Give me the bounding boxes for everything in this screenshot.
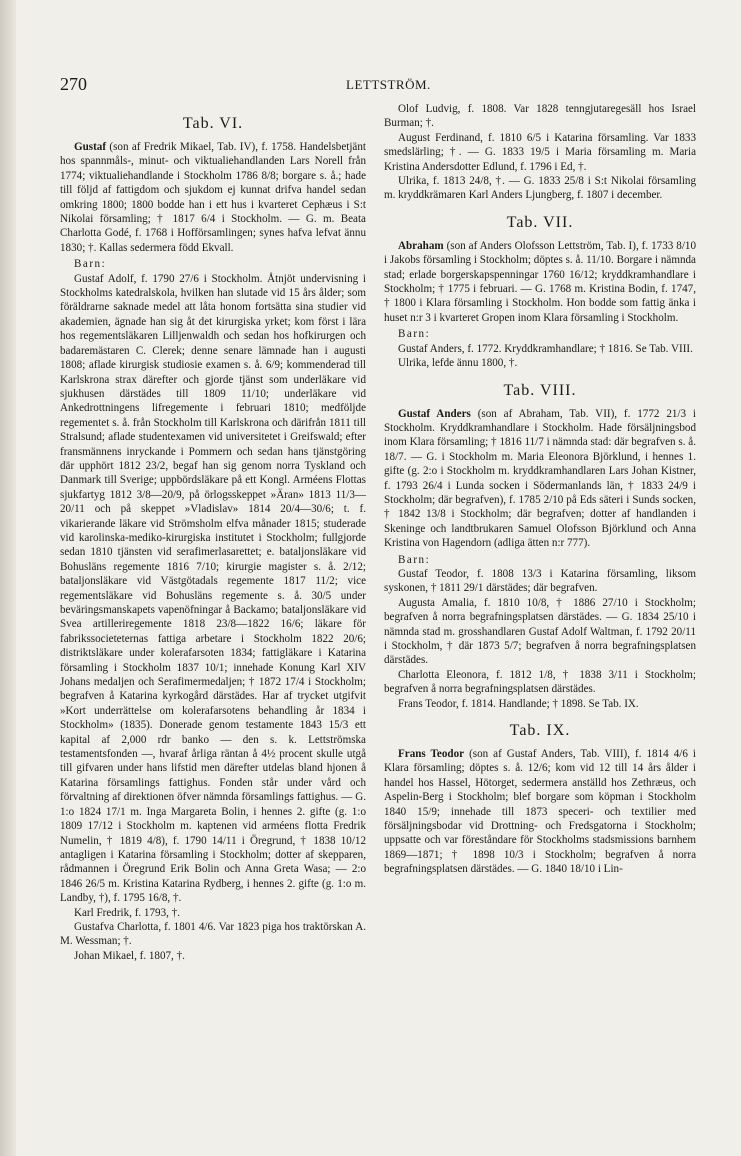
entry-ulrika: Ulrika, f. 1813 24/8, †. — G. 1833 25/8 i S:t Nikolai församling m. kryddkrämaren Karl Anders Ljungberg, f. 1807 i december.	[384, 175, 696, 202]
tab8-intro	[384, 407, 696, 551]
tab6-intro-name: Gustaf	[74, 141, 107, 153]
tab7-intro	[384, 239, 696, 325]
tab9-intro-text: (son af Gustaf Anders, Tab. VIII), f. 1814 4/6 i Klara församling; döptes s. å. 12/6; kom vid 12 till 14 års ålder i handel hos Hassel, Hötorget, sedermera anställd hos Zethræus, och Aspelin-Berg i Stockholm; blef borgare som köpman i Stockholm 1840 15/9; innehade till 1873 speceri- och textilier med försäljningsbodar vid Drottning- och Fredsgatorna i Stockholm; uppsatte och var föreståndare för Stockholms stadsmissions barnhem 1869—1871; † 1898 10/3 i Stockholm; begrafven å norra begrafningsplatsen därstädes. — G. 1840 18/10 i Lin-	[384, 748, 696, 876]
barn-label: Barn:	[74, 258, 107, 271]
entry-karl-fredrik: Karl Fredrik, f. 1793, †.	[74, 906, 180, 919]
binding-gutter	[0, 0, 16, 1156]
entry-charlotta: Charlotta Eleonora, f. 1812 1/8, † 1838 3/11 i Stockholm; begrafven å norra begrafningsplatsen därstädes.	[384, 668, 696, 696]
barn-label: Barn:	[398, 328, 431, 341]
entry-gustaf-adolf: Gustaf Adolf, f. 1790 27/6 i Stockholm. Åtnjöt undervisning i Stockholms katedralskola, hvilken han slutade vid 15 års ålder; som föräldrarne saknade medel att låta honom fortsätta sina studier vid akademien, ägnade han sig åt det kirurgiska yrket; kom först i lära hos regementsläkaren Lilljenwaldh och sedan hos hofkirurgen och badaremästaren C. Clerek; denne senare lämnade han i augusti 1808; aflade kirurgisk studiosie examen s. å. 6/9; kommenderad till Karlskrona strax därefter och gjorde tjänst som underläkare vid sjukhusen därstädes till 1809 11/10; underläkare vid Ankedrottningens lifregemente i februari 1810; medföljde regementet s. å. från Stockholm till Karlskrona och därifrån 1811 till Stralsund; aflade studentexamen vid universitetet i Greifswald; efter fransmännens inryckande i Pommern och sedan hans tjänstgöring där upphört 1812 23/2, begaf han sig genom norra Tyskland och Danmark till Sverige; uppbördsläkare på ett Kongl. Arméens Flottas sjukfartyg 1812 3/8—20/9, på örlogsskeppet »Äran» 1813 11/3—20/11 och på skeppet »Vladislav» 1814 20/4—30/6; t. f. vikarierande läkare vid Strömsholm elfva månader 1815; studerade vid karolinska-mediko-kirurgiska institutet i Stockholm; fullgjorde sedan 1810 tjänsten vid serafimerlasarettet; e. bataljonsläkare vid Bohusläns regemente 1816 7/10; kirurgie magister s. å. 2/12; bataljonsläkare vid Västgötadals regemente 1817 11/2; vice regementsläkare vid Bohusläns regemente s. å. 30/5 under beväringsmanskapets vapenöfningar å Backamo; bataljonsläkare vid Svea artilleriregemente 1818 23/8—1822 16/6; läkare för fabrikssocieteternas fattiga arbetare i Stockholm 1822 20/6; distriktsläkare under kolerafarsoten 1834; fattigläkare i Katarina församling i Stockholm 1837 10/1; innehade Konung Karl XIV Johans medaljen och Serafimermedaljen; † 1872 17/4 i Stockholm; begrafven å Katarina kyrkogård därstädes. Har af trycket utgifvit »Kort underrättelse om kolerafarsotens behandling år 1834 i Stockholm» (1835). Donerade genom testamente 1843 15/3 ett kapital af 2,000 rdr banko — den s. k. Lettströmska testamentsfonden —, hvaraf årliga räntan å 4½ procent skulle utgå till gifvaren under hans lifstid men därefter utdelas bland hjonen å Katarina församlings fattighus. Fonden står under vård och förvaltning af direktionen öfver nämnda församlings fattighus. — G. 1:o 1824 17/1 m. Inga Margareta Bolin, i hennes 2. gifte (g. 1:o 1809 17/12 i Stockholm m. kaptenen vid arméens flotta Fredrik Numelin, † 1819 4/8), f. 1790 14/11 i Öregrund, † 1838 10/12 antagligen i Katarina församling i Stockholm; dotter af skepparen, rådmannen i Öregrund Erik Bolin och Anna Greta Wasa; — 2:o 1846 26/5 m. Kristina Katarina Rydberg, i hennes 2. gifte (g. 1:o m. Landby, †), f. 1795 16/8, †.	[60, 272, 366, 905]
section-heading-tab6: Tab. VI.	[182, 115, 244, 132]
entry-gustaf-teodor: Gustaf Teodor, f. 1808 13/3 i Katarina församling, liksom syskonen, † 1811 29/1 därstädes; där begrafven.	[384, 567, 696, 595]
section-heading-tab9: Tab. IX.	[509, 722, 571, 740]
barn-label: Barn:	[398, 553, 431, 566]
tab6-intro-text: (son af Fredrik Mikael, Tab. IV), f. 1758. Handelsbetjänt hos spannmåls-, minut- och viktualiehandlanden Lars Norell från 1774; viktualiehandlande i Stockholm 1786 8/8; borgare s. å.; hade till följd af fattigdom och sjukdom ej kunnat drifva handel sedan omkring 1800; 1800 bodde han i ett hus i kvarteret Cephæus i S:t Nikolai församling; † 1817 6/4 i Stockholm. — G. m. Beata Charlotta Godé, f. 1768 i Hofförsamlingen; synes hafva lefvat ännu 1830; †. Kallas sedermera född Ekvall.	[60, 141, 366, 254]
entry-augusta: Augusta Amalia, f. 1810 10/8, † 1886 27/10 i Stockholm; begrafven å norra begrafningsplatsen därstädes. — G. 1834 25/10 i nämnda stad m. grosshandlaren Gustaf Adolf Waltman, f. 1792 20/11 i Stockholm, † där 1873 5/7; begrafven å norra begrafningsplatsen därstädes.	[384, 596, 696, 667]
tab7-intro-text: (son af Anders Olofsson Lettström, Tab. I), f. 1733 8/10 i Jakobs församling i Stockholm; döptes s. å. 11/10. Borgare i nämnda stad; erlade borgerskapspenningar 1760 16/12; kryddkramhandlare i Stockholm; † 1775 i februari. — G. 1768 m. Kristina Bodin, f. 1747, † 1800 i Klara församling i Stockholm. Hon bodde som fattig änka i huset n:r 3 i kvarteret Gropen inom Klara församling i Stockholm.	[384, 239, 696, 324]
section-heading-tab7: Tab. VII.	[506, 213, 574, 231]
section-heading-tab8: Tab. VIII.	[503, 381, 577, 399]
running-title: LETTSTRÖM.	[346, 77, 431, 92]
running-header	[60, 74, 701, 96]
tab8-intro-name: Gustaf Anders	[398, 407, 471, 420]
tab7-intro-name: Abraham	[398, 239, 444, 252]
tab9-intro	[384, 747, 696, 877]
entry-gustaf-anders: Gustaf Anders, f. 1772. Kryddkramhandlare; † 1816. Se Tab. VIII.	[398, 342, 693, 355]
entry-gustafva: Gustafva Charlotta, f. 1801 4/6. Var 1823 piga hos traktörskan A. M. Wessman; †.	[60, 920, 366, 948]
right-column	[384, 102, 696, 877]
entry-johan: Johan Mikael, f. 1807, †.	[74, 949, 185, 962]
entry-august: August Ferdinand, f. 1810 6/5 i Katarina församling. Var 1833 smedslärling; †. — G. 1833 19/5 i Maria församling m. Maria Kristina Andersdotter Edlund, f. 1796 i Ed, †.	[384, 131, 696, 173]
entry-olof: Olof Ludvig, f. 1808. Var 1828 tenngjutaregesäll hos Israel Burman; †.	[384, 103, 696, 130]
left-column	[60, 110, 366, 963]
page-number: 270	[60, 74, 87, 94]
tab8-intro-text: (son af Abraham, Tab. VII), f. 1772 21/3 i Stockholm. Kryddkramhandlare i Stockholm. Hade försäljningsbod inom Klara församling; † 1816 11/7 i nämnda stad: där begrafven s. å. 18/7. — G. i Stockholm m. Maria Eleonora Björklund, i hennes 1. gifte (g. 2:o i Stockholm m. kryddkramhandlaren Lars Johan Kistner, f. 1793 26/4 i Lunda socken i Södermanlands län, † 1833 24/9 i Stockholm; där begrafven), f. 1785 2/10 på Eds säteri i Sunds socken, † 1842 13/8 i Stockholm; där begrafven; dotter af handlanden i Skeninge och landtbrukaren Samuel Olofsson Björklund och Anna Kristina von Hagendorn (adliga ätten n:r 777).	[384, 407, 696, 550]
tab6-intro	[60, 140, 366, 255]
entry-ulrika-2: Ulrika, lefde ännu 1800, †.	[398, 357, 518, 370]
tab9-intro-name: Frans Teodor	[398, 748, 465, 761]
entry-frans: Frans Teodor, f. 1814. Handlande; † 1898. Se Tab. IX.	[398, 697, 639, 710]
